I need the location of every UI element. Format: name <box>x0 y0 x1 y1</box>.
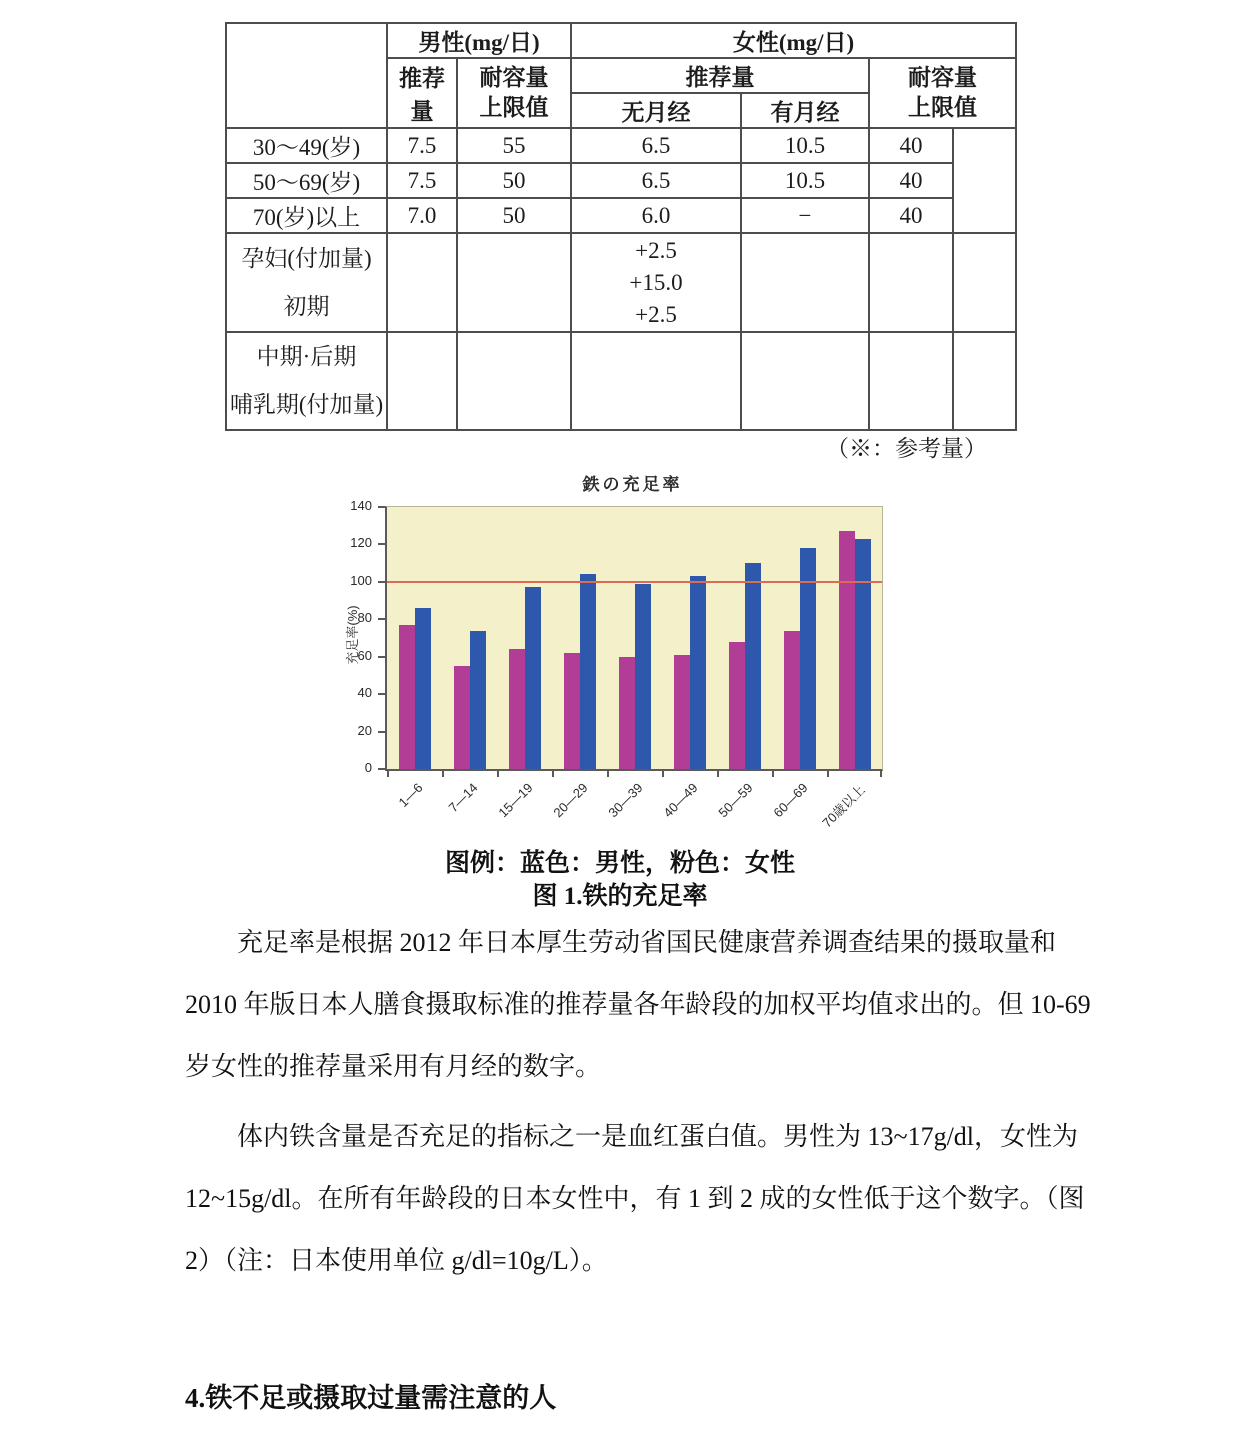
cell-value: 6.5 <box>571 128 741 163</box>
bar-female-40—49 <box>674 655 690 769</box>
x-label-20—29: 20—29 <box>549 780 591 821</box>
corner-cell <box>226 23 387 128</box>
empty-cell <box>457 233 571 332</box>
bar-male-30—39 <box>635 584 651 769</box>
chart-x-axis-labels <box>385 772 880 840</box>
age-70-plus-label: 70(岁)以上 <box>226 198 387 233</box>
empty-cell <box>457 332 571 430</box>
iron-sufficiency-bar-chart <box>330 458 950 840</box>
empty-cell <box>387 332 457 430</box>
cell-value: 10.5 <box>741 128 869 163</box>
bar-male-50—59 <box>745 563 761 769</box>
iron-intake-table <box>225 22 1017 431</box>
bar-female-1—6 <box>399 625 415 769</box>
bar-male-70歳以上 <box>855 539 871 769</box>
female-recommended-header: 推荐量 <box>571 58 869 93</box>
chart-title: 鉄の充足率 <box>582 475 683 494</box>
cell-value: − <box>741 198 869 233</box>
bar-male-15—19 <box>525 587 541 769</box>
age-50-69-label: 50～69(岁) <box>226 163 387 198</box>
y-tick-mark <box>378 506 385 508</box>
empty-cell <box>953 332 1016 430</box>
paragraph-line: 2）（注：日本使用单位 g/dl=10g/L）。 <box>185 1246 608 1275</box>
table-row <box>226 128 1016 163</box>
reference-line-100 <box>387 581 882 583</box>
y-tick-mark <box>378 693 385 695</box>
y-tick-100: 100 <box>350 572 372 588</box>
empty-cell <box>387 233 457 332</box>
y-tick-mark <box>378 581 385 583</box>
x-label-7—14: 7—14 <box>444 780 481 816</box>
paragraph-line: 体内铁含量是否充足的指标之一是血红蛋白值。男性为 13~17g/dl，女性为 <box>237 1122 1079 1151</box>
empty-cell <box>869 233 953 332</box>
cell-value: 10.5 <box>741 163 869 198</box>
male-upper-limit-header <box>457 58 571 128</box>
lactation-label-line2: 哺乳期(付加量) <box>229 392 384 417</box>
female-upper-limit-line2: 上限值 <box>908 95 977 120</box>
paragraph-line: 岁女性的推荐量采用有月经的数字。 <box>185 1052 602 1081</box>
y-tick-mark <box>378 656 385 658</box>
paragraph-line: 充足率是根据 2012 年日本厚生劳动省国民健康营养调查结果的摄取量和 <box>237 928 1057 957</box>
cell-value: 6.0 <box>571 198 741 233</box>
bar-male-20—29 <box>580 574 596 769</box>
empty-cell <box>869 332 953 430</box>
table-row <box>226 233 1016 332</box>
y-tick-120: 120 <box>350 535 372 551</box>
bar-female-7—14 <box>454 666 470 769</box>
empty-cell <box>741 233 869 332</box>
reference-note: （※：参考量） <box>826 436 987 461</box>
menses-header: 有月经 <box>741 93 869 128</box>
cell-value: 7.0 <box>387 198 457 233</box>
pregnancy-addition-values <box>571 233 741 332</box>
mid-late-label-line1: 中期·后期 <box>256 344 357 369</box>
bar-female-70歳以上 <box>839 531 855 769</box>
cell-value: 55 <box>457 128 571 163</box>
female-upper-limit-header <box>869 58 1016 128</box>
addition-value: +2.5 <box>635 301 677 327</box>
mid-late-lactation-label <box>226 332 387 430</box>
cell-value: 40 <box>869 128 953 163</box>
y-tick-140: 140 <box>350 498 372 513</box>
addition-value: +15.0 <box>629 269 683 295</box>
cell-value: 7.5 <box>387 163 457 198</box>
paragraph-line: 2010 年版日本人膳食摄取标准的推荐量各年龄段的加权平均值求出的。但 10-69 <box>185 990 1091 1019</box>
table-row <box>226 198 1016 233</box>
y-tick-60: 60 <box>357 647 372 663</box>
figure-caption: 图 1.铁的充足率 <box>532 883 708 910</box>
paragraph-sufficiency-rate <box>185 912 1097 1098</box>
y-tick-20: 20 <box>357 722 372 738</box>
cell-value: 40 <box>869 198 953 233</box>
pregnancy-label-line2: 初期 <box>283 293 330 319</box>
empty-cell <box>571 332 741 430</box>
empty-cell <box>953 233 1016 332</box>
bar-female-15—19 <box>509 649 525 769</box>
cell-value: 6.5 <box>571 163 741 198</box>
y-tick-40: 40 <box>357 685 372 701</box>
y-tick-mark <box>378 618 385 620</box>
bar-female-50—59 <box>729 642 745 769</box>
pregnancy-initial-label <box>226 233 387 332</box>
bar-male-40—49 <box>690 576 706 769</box>
x-label-1—6: 1—6 <box>395 780 426 811</box>
table-row <box>226 332 1016 430</box>
y-tick-80: 80 <box>357 610 372 626</box>
chart-y-axis-label: 充足率(%) <box>345 605 360 665</box>
chart-y-axis-ticks <box>330 498 380 775</box>
male-group-header: 男性(mg/日) <box>387 23 571 58</box>
y-tick-mark <box>378 731 385 733</box>
x-label-40—49: 40—49 <box>659 780 701 821</box>
age-30-49-label: 30～49(岁) <box>226 128 387 163</box>
chart-plot-area <box>385 506 883 771</box>
bar-male-7—14 <box>470 631 486 769</box>
chart-legend-text: 图例：蓝色：男性，粉色：女性 <box>444 850 795 877</box>
cell-value: 7.5 <box>387 128 457 163</box>
paragraph-hemoglobin <box>185 1106 1097 1292</box>
cell-value: 40 <box>869 163 953 198</box>
no-menses-header: 无月经 <box>571 93 741 128</box>
bar-female-60—69 <box>784 631 800 769</box>
section-heading: 4.铁不足或摄取过量需注意的人 <box>185 1383 557 1413</box>
x-label-70歳以上: 70歳以上 <box>818 782 868 831</box>
male-upper-limit-line1: 耐容量 <box>479 65 549 90</box>
table-row <box>226 163 1016 198</box>
male-recommended-header: 推荐量 <box>387 58 457 128</box>
x-label-60—69: 60—69 <box>769 780 811 821</box>
x-tick-mark <box>880 771 882 777</box>
y-tick-0: 0 <box>364 760 372 775</box>
y-tick-mark <box>378 543 385 545</box>
female-upper-limit-line1: 耐容量 <box>908 65 977 90</box>
empty-cell <box>953 128 1016 233</box>
bar-male-1—6 <box>415 608 431 769</box>
female-group-header: 女性(mg/日) <box>571 23 1016 58</box>
cell-value: 50 <box>457 198 571 233</box>
paragraph-line: 12~15g/dl。在所有年龄段的日本女性中，有 1 到 2 成的女性低于这个数字。（图 <box>185 1184 1085 1213</box>
x-label-30—39: 30—39 <box>604 780 646 821</box>
x-label-50—59: 50—59 <box>714 780 756 821</box>
bar-female-20—29 <box>564 653 580 769</box>
y-tick-mark <box>378 768 385 770</box>
cell-value: 50 <box>457 163 571 198</box>
male-upper-limit-line2: 上限值 <box>479 95 549 120</box>
bar-female-30—39 <box>619 657 635 769</box>
addition-value: +2.5 <box>635 237 677 263</box>
pregnancy-label-line1: 孕妇(付加量) <box>241 245 372 271</box>
x-label-15—19: 15—19 <box>494 780 536 821</box>
empty-cell <box>741 332 869 430</box>
